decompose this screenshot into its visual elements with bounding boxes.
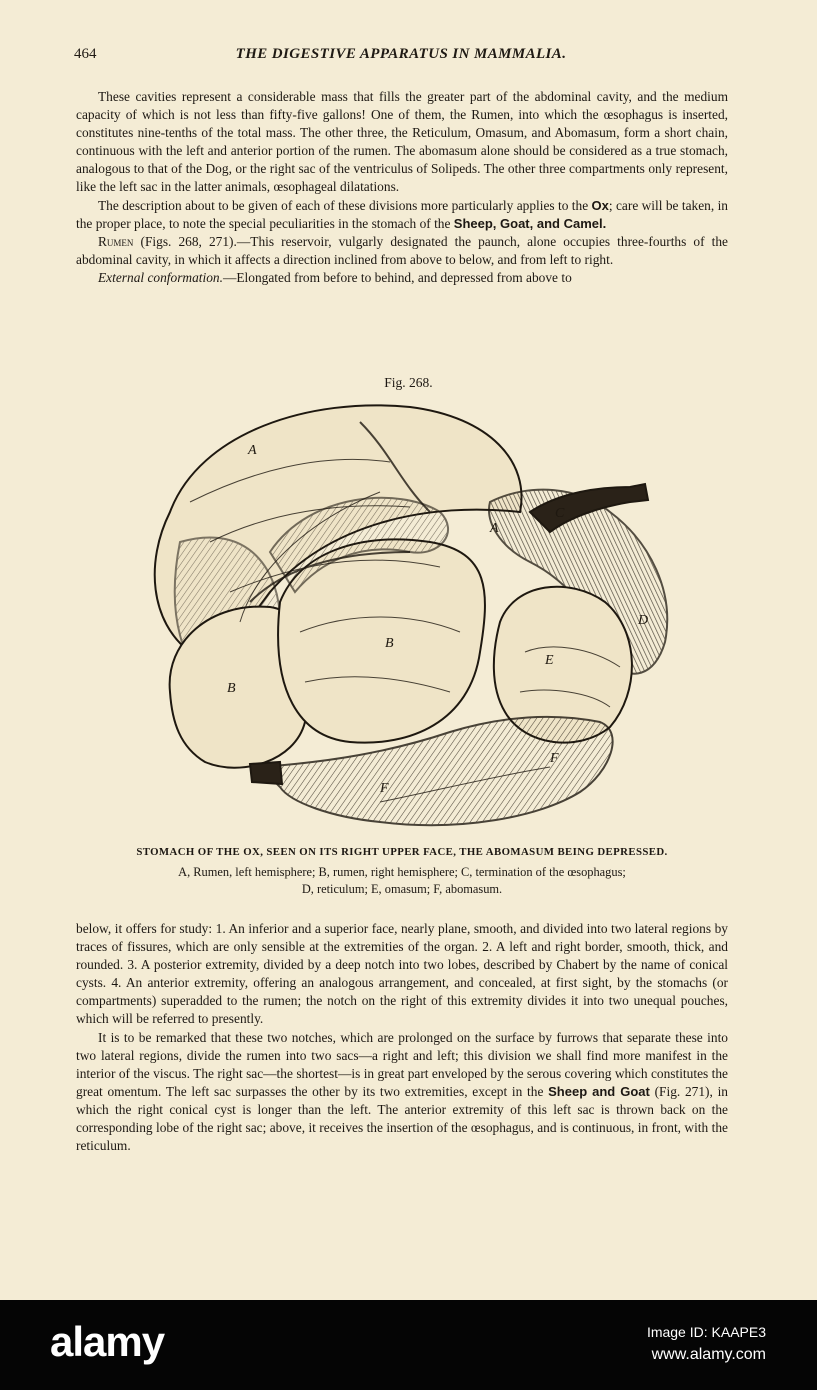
ox-stomach-illustration — [130, 392, 685, 837]
abomasum-end — [250, 762, 282, 784]
rumen-heading: Rumen — [98, 233, 134, 249]
sheep-goat-camel-term: Sheep, Goat, and Camel. — [453, 215, 607, 231]
figure-letter-d: D — [638, 613, 649, 628]
figure-letter-c: C — [555, 506, 565, 521]
figure-letter-a-1: A — [248, 443, 257, 458]
paragraph-description: The description about to be given of each of these divisions more particularly applies to the Ox; care will be taken, in the proper place, to note the special peculiarities in the stomach of the Sheep, Goat, and Camel. — [76, 197, 728, 231]
abomasum — [260, 717, 613, 825]
external-conformation-heading: External conformation. — [98, 269, 223, 285]
paragraph-cavities: These cavities represent a considerable mass that fills the greater part of the abdominal cavity, and the medium capacity of which is not less than fifty-five gallons! One of them, the Rumen, into which the œsophagus is inserted, constitutes nine-tenths of the total mass. The other three, the Reticulum, Omasum, and Abomasum, form a short chain, continuous with the left and anterior portion of the rumen. The abomasum alone should be considered as a true stomach, analogous to that of the Dog, or the right sac of the ventriculus of Solipeds. The other three compartments only represent, like the left sac in the latter animals, œsophageal dilatations. — [76, 89, 728, 195]
ox-term: Ox — [591, 197, 609, 213]
image-id: Image ID: KAAPE3 — [646, 1324, 766, 1340]
figure-letter-b-2: B — [227, 681, 236, 696]
figure-label: Fig. 268. — [384, 375, 433, 390]
figure-letter-f-2: F — [550, 751, 559, 766]
figure-letter-e: E — [545, 653, 554, 668]
page-header — [74, 46, 728, 68]
caption-title: STOMACH OF THE OX, SEEN ON ITS RIGHT UPPER FACE, THE ABOMASUM BEING DEPRESSED. — [136, 846, 668, 858]
paragraph-notches: It is to be remarked that these two notches, which are prolonged on the surface by furrows that separate these into two lateral regions, divide the rumen into two sacs—a right and left; this division we shall find more manifest in the interior of the viscus. The right sac—the shortest—is in great part enveloped by the serous covering which constitutes the great omentum. The left sac surpasses the other by its two extremities, except in the Sheep and Goat (Fig. 271), in which the right conical cyst is longer than the left. The anterior extremity of this left sac is thrown back on the corresponding lobe of the right sac; above, it receives the insertion of the œsophagus, and is continuous, in front, with the reticulum. — [76, 1029, 728, 1154]
figure-letter-a-2: A — [490, 521, 499, 536]
figure-letter-f-1: F — [380, 781, 389, 796]
sheep-goat-term: Sheep and Goat — [548, 1083, 650, 1099]
figure-letter-b-1: B — [385, 636, 394, 651]
site-url[interactable]: www.alamy.com — [651, 1346, 766, 1363]
body-text — [76, 920, 728, 1155]
caption-legend-line1: A, Rumen, left hemisphere; B, rumen, right hemisphere; C, termination of the œsophagus; — [178, 865, 626, 879]
figure-caption — [76, 846, 728, 898]
paragraph-study: below, it offers for study: 1. An inferior and a superior face, nearly plane, smooth, and divided into two lateral regions by traces of fissures, which are only sensible at the extremities of the organ. 2. A left and right border, smooth, thick, and rounded. 3. A posterior extremity, divided by a deep notch into two lobes, described by Chabert by the name of conical cysts. 4. An anterior extremity, offering an analogous arrangement, and concealed, at first sight, by the stomachs (or compartments) superadded to the rumen; the notch on the right of this extremity divides it into two unequal pouches, which will be referred to presently. — [76, 921, 728, 1027]
running-title: THE DIGESTIVE APPARATUS IN MAMMALIA. — [235, 46, 567, 62]
intro-text — [76, 88, 728, 287]
page-number: 464 — [74, 46, 97, 62]
paragraph-rumen: Rumen (Figs. 268, 271).—This reservoir, vulgarly designated the paunch, alone occupies three-fourths of the abdominal cavity, in which it affects a direction inclined from above to below, and from left to right. — [76, 233, 728, 267]
paragraph-external-conformation: External conformation.—Elongated from before to behind, and depressed from above to — [98, 269, 572, 285]
caption-legend-line2: D, reticulum; E, omasum; F, abomasum. — [301, 882, 503, 896]
alamy-logo: alamy — [50, 1318, 165, 1365]
